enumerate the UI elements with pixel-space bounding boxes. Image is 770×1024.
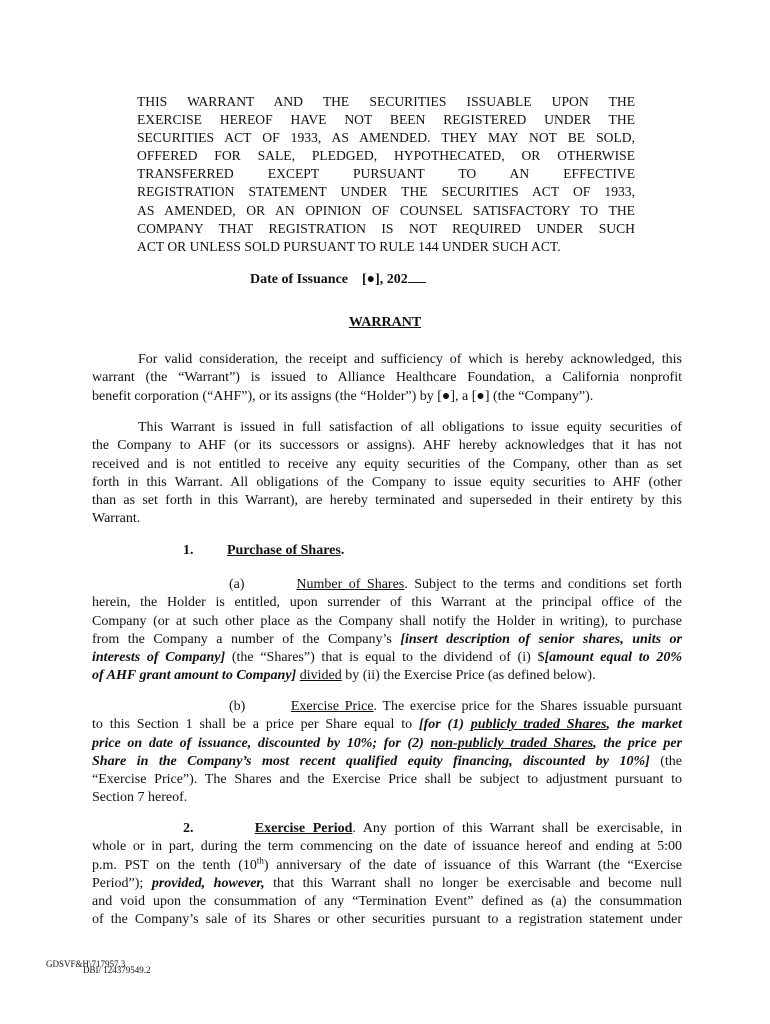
- text-run: . The exercise price for the Shares issuable pursuant: [373, 699, 682, 714]
- paragraph-line: [92, 631, 682, 649]
- paragraph-line: “Exercise Price”). The Shares and the Exercise Price shall be subject to adjustment pursuant to: [92, 772, 682, 788]
- paragraph-line: than as set forth in this Warrant), are hereby terminated and superseded in their entirety by this: [92, 493, 682, 509]
- section-number: 1.: [183, 543, 194, 558]
- paragraph-line: the Company to AHF (or its successors or assigns). AHF hereby acknowledges that it has not: [92, 438, 682, 454]
- text-run: p.m. PST on the tenth (10: [92, 857, 257, 873]
- placeholder-text: of AHF grant amount to Company]: [92, 668, 297, 684]
- paragraph-line: [92, 753, 682, 771]
- footer-doc-id: GDSVF&H\717957.3: [46, 959, 126, 969]
- paragraph-line: of the Company’s sale of its Shares or other securities pursuant to a registration statement under: [92, 912, 682, 928]
- placeholder-text: publicly traded Shares: [470, 717, 607, 733]
- placeholder-text: non-publicly traded Shares: [430, 735, 594, 751]
- section-title-period: .: [340, 543, 345, 558]
- placeholder-text: , the market: [606, 717, 682, 733]
- paragraph-line: Section 7 hereof.: [92, 790, 188, 806]
- text-run: . Any portion of this Warrant shall be exercisable, in: [352, 821, 683, 836]
- section-title: Exercise Period: [254, 821, 353, 836]
- placeholder-text: price on date of issuance, discounted by 10%; for (2): [92, 735, 431, 751]
- paragraph-line: [92, 716, 682, 734]
- document-title: WARRANT: [348, 315, 422, 330]
- paragraph-line: [92, 854, 682, 875]
- paragraph-line: Company (or at such other place as the Company shall notify the Holder in writing), to purchase: [92, 613, 682, 629]
- paragraph-line: received and is not entitled to receive any equity securities of the Company, other than as set: [92, 456, 682, 472]
- legend-line: THIS WARRANT AND THE SECURITIES ISSUABLE UPON THE: [137, 94, 635, 109]
- subsection-a: [92, 576, 682, 686]
- text-run: . Subject to the terms and conditions set forth: [404, 577, 682, 592]
- placeholder-text: [for (1): [418, 717, 471, 733]
- text-run: by (ii) the Exercise Price (as defined below).: [341, 668, 596, 684]
- legend-line: OFFERED FOR SALE, PLEDGED, HYPOTHECATED, OR OTHERWISE: [137, 148, 635, 164]
- legend-line: COMPANY THAT REGISTRATION IS NOT REQUIRED UNDER SUCH: [137, 220, 635, 236]
- paragraph-line: [92, 820, 682, 838]
- date-of-issuance-value: [●], 202: [362, 272, 408, 287]
- text-run: from the Company a number of the Company’s: [92, 631, 401, 647]
- text-run: (the: [649, 753, 682, 769]
- placeholder-text: interests of Company]: [92, 650, 226, 666]
- paragraph-line: whole or in part, during the term commencing on the date of issuance hereof and ending at 5:00: [92, 839, 682, 855]
- footer-doc-id: DBI/ 124379549.2: [83, 965, 151, 975]
- paragraph-line: herein, the Holder is entitled, upon surrender of this Warrant at the principal office of the: [92, 595, 682, 611]
- document-footer-ids: [46, 959, 151, 978]
- subsection-heading: Number of Shares: [296, 577, 405, 592]
- paragraph-line: [92, 735, 682, 753]
- subsection-label: (b): [229, 699, 246, 714]
- text-run: ) anniversary of the date of issuance of this Warrant (the “Exercise: [263, 857, 682, 873]
- emphasized-text: provided, however,: [151, 875, 265, 891]
- date-of-issuance: [250, 270, 426, 288]
- underlined-term: divided: [299, 668, 342, 684]
- superscript: th: [256, 854, 264, 865]
- satisfaction-paragraph: [92, 419, 682, 529]
- date-of-issuance-label: Date of Issuance: [250, 272, 348, 287]
- paragraph-line: warrant (the “Warrant”) is issued to Alliance Healthcare Foundation, a California nonprofit: [92, 370, 682, 386]
- paragraph-line: [92, 667, 682, 685]
- securities-legend: [137, 93, 635, 256]
- placeholder-text: [insert description of senior shares, units or: [400, 631, 682, 647]
- paragraph-line: This Warrant is issued in full satisfaction of all obligations to issue equity securities of: [138, 420, 682, 435]
- subsection-heading: Exercise Price: [290, 699, 374, 714]
- legend-line: AS AMENDED, OR AN OPINION OF COUNSEL SATISFACTORY TO THE: [137, 202, 635, 218]
- paragraph-line: [92, 875, 682, 893]
- paragraph-line: and void upon the consummation of any “Termination Event” defined as (a) the consummation: [92, 894, 682, 910]
- legend-line: SECURITIES ACT OF 1933, AS AMENDED. THEY MAY NOT BE SOLD,: [137, 130, 635, 146]
- subsection-b: [92, 698, 682, 808]
- text-run: that this Warrant shall no longer be exercisable and become null: [264, 875, 682, 891]
- legend-line: EXERCISE HEREOF HAVE NOT BEEN REGISTERED UNDER THE: [137, 112, 635, 128]
- paragraph-line: forth in this Warrant. All obligations of the Company to issue equity securities to AHF (other: [92, 474, 682, 490]
- section-title: Purchase of Shares: [227, 543, 341, 558]
- date-blank-line: [408, 270, 426, 283]
- paragraph-line: [92, 576, 682, 594]
- placeholder-text: , the price per: [593, 735, 682, 751]
- placeholder-text: Share in the Company’s most recent qualified equity financing, discounted by 10%]: [92, 753, 650, 769]
- text-run: to this Section 1 shall be a price per Share equal to: [92, 717, 419, 733]
- section-number: 2.: [183, 821, 194, 836]
- paragraph-line: [92, 649, 682, 667]
- placeholder-text: [amount equal to 20%: [544, 650, 682, 666]
- legend-line: REGISTRATION STATEMENT UNDER THE SECURITIES ACT OF 1933,: [137, 184, 635, 200]
- paragraph-line: [92, 698, 682, 716]
- section-2: [92, 820, 682, 930]
- legend-line: ACT OR UNLESS SOLD PURSUANT TO RULE 144 UNDER SUCH ACT.: [137, 238, 561, 254]
- text-run: Period”);: [92, 875, 152, 891]
- section-1-heading: [183, 543, 344, 559]
- paragraph-line: benefit corporation (“AHF”), or its assigns (the “Holder”) by [●], a [●] (the “Company”).: [92, 388, 594, 404]
- legend-line: TRANSFERRED EXCEPT PURSUANT TO AN EFFECTIVE: [137, 166, 635, 182]
- paragraph-line: For valid consideration, the receipt and sufficiency of which is hereby acknowledged, this: [138, 352, 682, 367]
- paragraph-line: Warrant.: [92, 511, 141, 527]
- subsection-label: (a): [229, 577, 245, 592]
- intro-paragraph: [92, 351, 682, 406]
- text-run: (the “Shares”) that is equal to the dividend of (i) $: [225, 650, 545, 666]
